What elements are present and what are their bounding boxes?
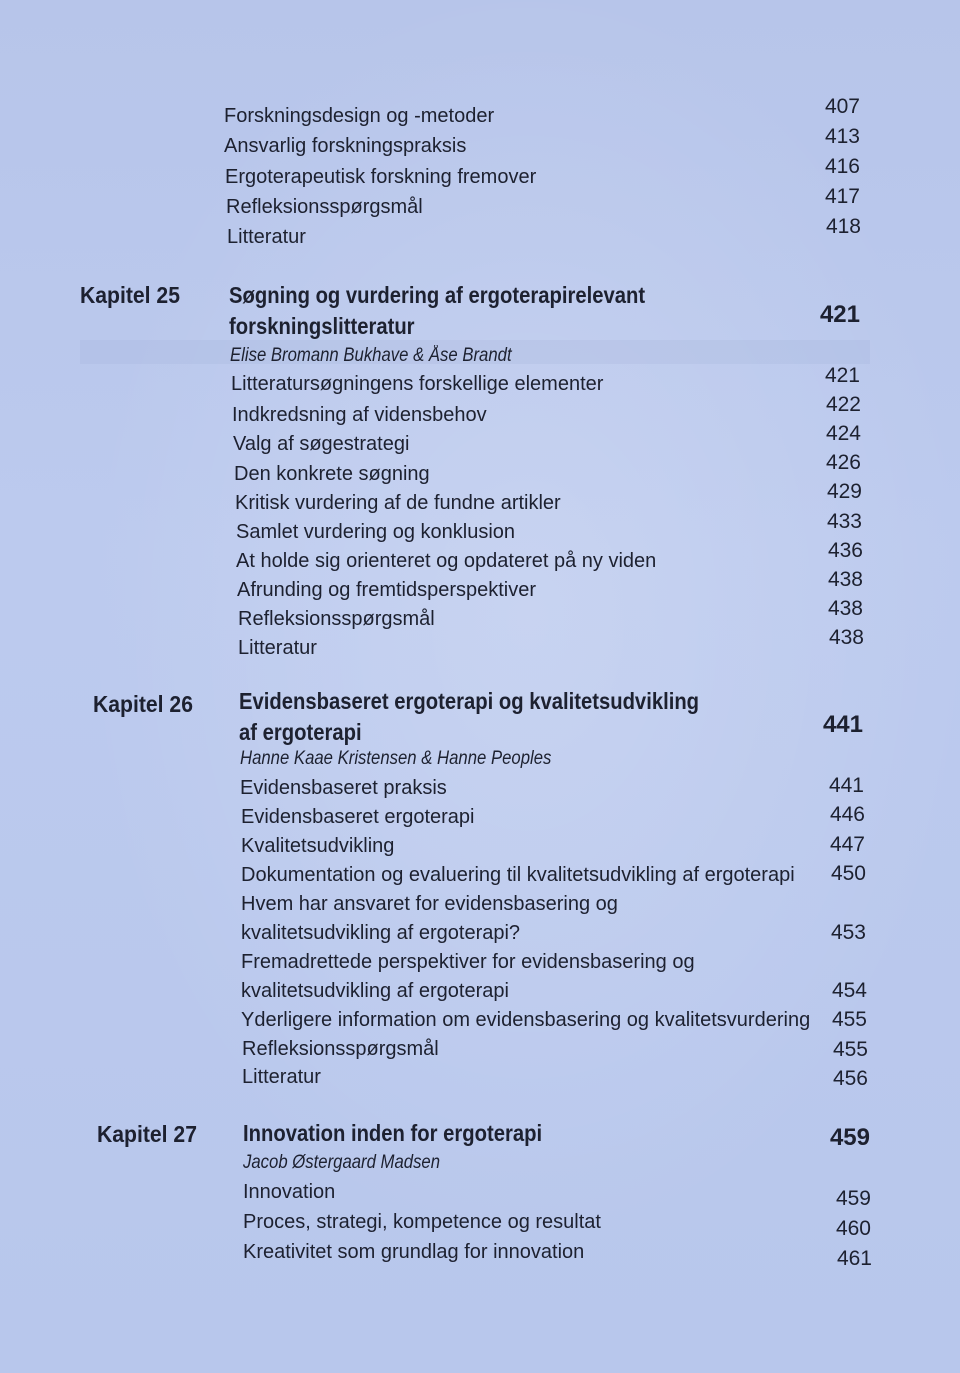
entry-page: 426 — [825, 451, 861, 474]
entry-page: 459 — [835, 1187, 871, 1210]
entry-page: 450 — [830, 862, 866, 885]
entry-page: 421 — [824, 364, 860, 387]
chapter-title-line: Innovation inden for ergoterapi — [243, 1120, 543, 1146]
entry-title: Indkredsning af vidensbehov — [232, 404, 487, 426]
entry-title: Den konkrete søgning — [234, 463, 430, 485]
chapter-label: Kapitel 25 — [80, 282, 180, 308]
entry-title: Ansvarlig forskningspraksis — [224, 135, 467, 157]
chapter-authors: Jacob Østergaard Madsen — [243, 1152, 441, 1173]
entry-title: Refleksionsspørgsmål — [238, 608, 435, 630]
entry-title: Kvalitetsudvikling — [241, 835, 395, 857]
entry-page: 438 — [828, 626, 864, 649]
entry-page: 429 — [826, 480, 862, 503]
entry-title: Evidensbaseret praksis — [240, 777, 447, 799]
entry-title: Afrunding og fremtidsperspektiver — [237, 579, 537, 601]
chapter-page: 441 — [822, 711, 863, 738]
entry-page: 455 — [832, 1038, 868, 1061]
entry-page: 447 — [829, 833, 865, 856]
entry-page: 438 — [827, 597, 863, 620]
entry-title: Ergoterapeutisk forskning fremover — [225, 166, 537, 188]
entry-title: Yderligere information om evidensbasering og kvalitetsvurdering — [241, 1009, 811, 1031]
chapter-authors: Elise Bromann Bukhave & Åse Brandt — [230, 345, 512, 366]
entry-page: 436 — [827, 539, 863, 562]
entry-page: 455 — [831, 1008, 867, 1031]
entry-page: 418 — [825, 215, 861, 238]
chapter-page: 421 — [819, 301, 860, 328]
entry-title: Evidensbaseret ergoterapi — [241, 806, 475, 828]
entry-title: Litteratur — [238, 637, 317, 659]
entry-title: Refleksionsspørgsmål — [242, 1038, 439, 1060]
entry-page: 413 — [824, 125, 860, 148]
entry-title: Litteratur — [242, 1066, 321, 1088]
entry-title: Kritisk vurdering af de fundne artikler — [235, 492, 561, 514]
entry-page: 433 — [826, 510, 862, 533]
entry-title: Kreativitet som grundlag for innovation — [243, 1241, 585, 1263]
entry-title: Samlet vurdering og konklusion — [236, 521, 516, 543]
chapter-title-line: Søgning og vurdering af ergoterapirelevant — [229, 282, 646, 308]
chapter-authors: Hanne Kaae Kristensen & Hanne Peoples — [240, 748, 552, 769]
chapter-title-line: Evidensbaseret ergoterapi og kvalitetsudvikling — [239, 688, 700, 714]
entry-title: Innovation — [243, 1181, 336, 1203]
entry-page: 441 — [828, 774, 864, 797]
entry-title: Refleksionsspørgsmål — [226, 196, 423, 218]
chapter-title-line: forskningslitteratur — [229, 313, 415, 339]
entry-page: 416 — [824, 155, 860, 178]
entry-page: 422 — [825, 393, 861, 416]
entry-page: 407 — [824, 95, 860, 118]
chapter-label: Kapitel 26 — [93, 691, 193, 717]
entry-title: At holde sig orienteret og opdateret på ny viden — [236, 550, 657, 572]
chapter-label: Kapitel 27 — [97, 1121, 197, 1147]
entry-page: 417 — [824, 185, 860, 208]
entry-page: 461 — [836, 1247, 872, 1270]
entry-title: Valg af søgestrategi — [233, 433, 410, 455]
entry-title: Litteratursøgningens forskellige elementer — [231, 373, 604, 395]
entry-page: 460 — [835, 1217, 871, 1240]
entry-title: Forskningsdesign og -metoder — [224, 105, 495, 127]
entry-title: Hvem har ansvaret for evidensbasering og — [241, 893, 618, 915]
entry-page: 424 — [825, 422, 861, 445]
entry-title: Proces, strategi, kompetence og resultat — [243, 1211, 601, 1233]
entry-title: kvalitetsudvikling af ergoterapi — [241, 980, 509, 1002]
entry-page: 456 — [832, 1067, 868, 1090]
entry-title: Litteratur — [227, 226, 306, 248]
entry-page: 453 — [830, 921, 866, 944]
chapter-page: 459 — [829, 1124, 870, 1151]
entry-page: 438 — [827, 568, 863, 591]
entry-page: 446 — [829, 803, 865, 826]
entry-title: Dokumentation og evaluering til kvalitetsudvikling af ergoterapi — [241, 864, 795, 886]
entry-title: kvalitetsudvikling af ergoterapi? — [241, 922, 521, 944]
chapter-title-line: af ergoterapi — [239, 719, 362, 745]
entry-page: 454 — [831, 979, 867, 1002]
entry-title: Fremadrettede perspektiver for evidensbasering og — [241, 951, 695, 973]
